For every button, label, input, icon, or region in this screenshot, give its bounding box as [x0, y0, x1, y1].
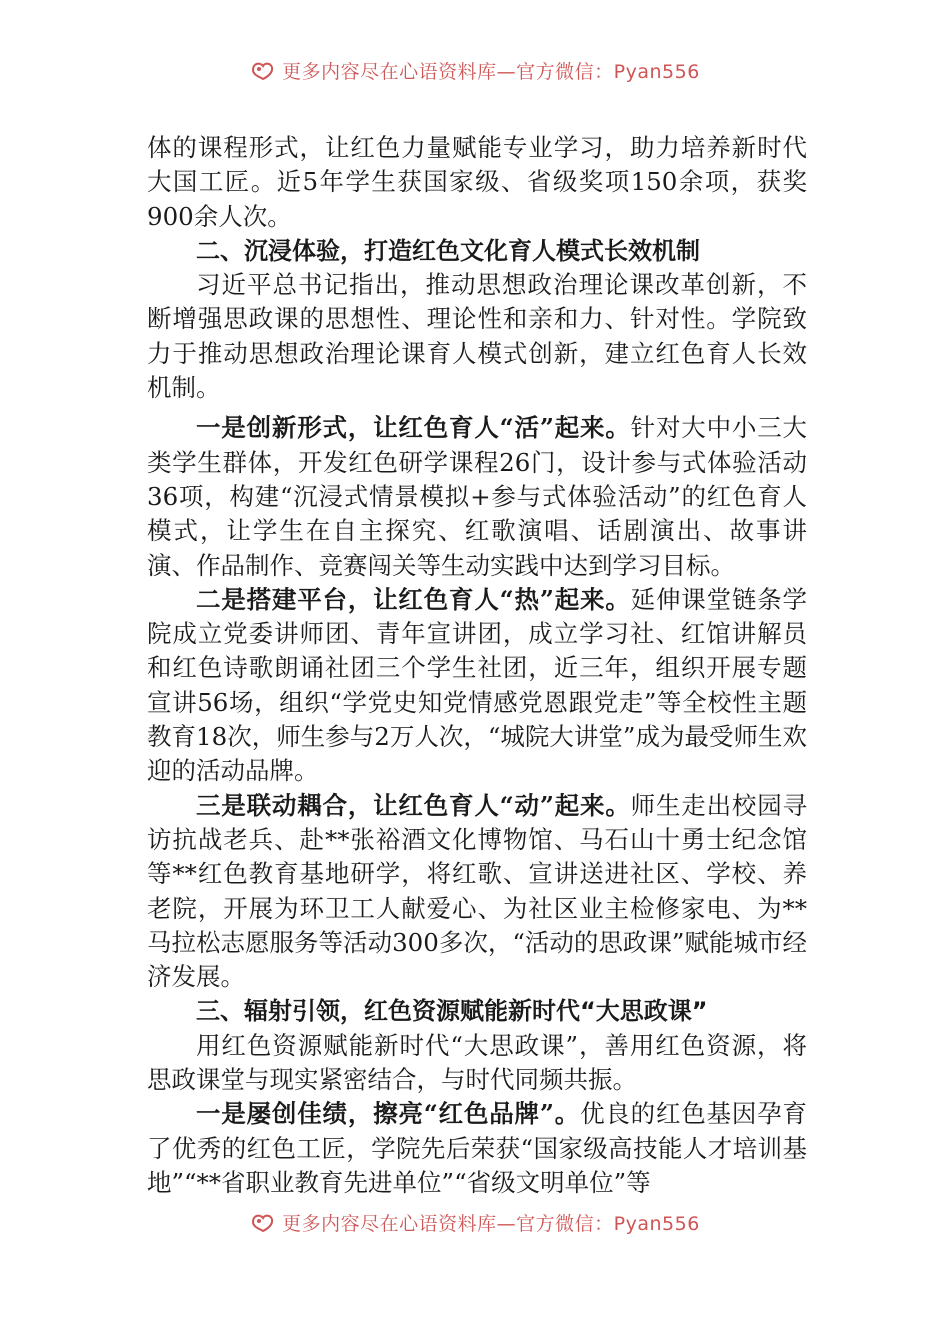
paragraph — [147, 789, 807, 995]
paragraph: 习近平总书记指出，推动思想政治理论课改革创新，不断增强思政课的思想性、理论性和亲和力、针对性。学院致力于推动思想政治理论课育人模式创新，建立红色育人长效机制。 — [147, 270, 807, 403]
watermark-text: 更多内容尽在心语资料库—官方微信：Pyan556 — [282, 1212, 700, 1235]
paragraph-lead: 一是屡创佳绩，擦亮“红色品牌”。 — [196, 1099, 581, 1129]
paragraph — [147, 583, 807, 789]
paragraph-lead: 三是联动耦合，让红色育人“动”起来。 — [196, 790, 631, 820]
paragraph-lead: 一是创新形式，让红色育人“活”起来。 — [196, 413, 631, 443]
section-heading-2: 二、沉浸体验，打造红色文化育人模式长效机制 — [196, 236, 700, 265]
paragraph-body: 延伸课堂链条学院成立党委讲师团、青年宣讲团，成立学习社、红馆讲解员和红色诗歌朗诵社团三个学生社团，近三年，组织开展专题宣讲56场，组织“学党史知党情感党恩跟党走”等全校性主题教育18次，师生参与2万人次，“城院大讲堂”成为最受师生欢迎的活动品牌。 — [147, 584, 807, 786]
paragraph-body: 优良的红色基因孕育了优秀的红色工匠，学院先后荣获“国家级高技能人才培训基地”“**省职业教育先进单位”“省级文明单位”等 — [147, 1099, 807, 1197]
paragraph-lead: 二是搭建平台，让红色育人“热”起来。 — [196, 584, 631, 614]
paragraph-continued: 体的课程形式，让红色力量赋能专业学习，助力培养新时代大国工匠。近5年学生获国家级、省级奖项150余项，获奖900余人次。 — [147, 133, 807, 231]
section-heading-3: 三、辐射引领，红色资源赋能新时代“大思政课” — [196, 997, 708, 1026]
footer-watermark — [0, 1207, 950, 1237]
logo-icon — [250, 1211, 278, 1233]
watermark-text: 更多内容尽在心语资料库—官方微信：Pyan556 — [282, 60, 700, 83]
paragraph-body: 师生走出校园寻访抗战老兵、赴**张裕酒文化博物馆、马石山十勇士纪念馆等**红色教育基地研学，将红歌、宣讲送进社区、学校、养老院，开展为环卫工人献爱心、为社区业主检修家电、为**马拉松志愿服务等活动300多次，“活动的思政课”赋能城市经济发展。 — [147, 790, 807, 992]
paragraph — [147, 411, 807, 582]
logo-icon — [250, 59, 278, 81]
header-watermark — [0, 55, 950, 85]
paragraph-body: 针对大中小三大类学生群体，开发红色研学课程26门，设计参与式体验活动36项，构建“沉浸式情景模拟+参与式体验活动”的红色育人模式，让学生在自主探究、红歌演唱、话剧演出、故事讲演、作品制作、竞赛闯关等生动实践中达到学习目标。 — [147, 413, 807, 580]
document-body — [147, 131, 807, 1200]
paragraph — [147, 1097, 807, 1200]
paragraph: 用红色资源赋能新时代“大思政课”，善用红色资源，将思政课堂与现实紧密结合，与时代同频共振。 — [147, 1030, 807, 1095]
